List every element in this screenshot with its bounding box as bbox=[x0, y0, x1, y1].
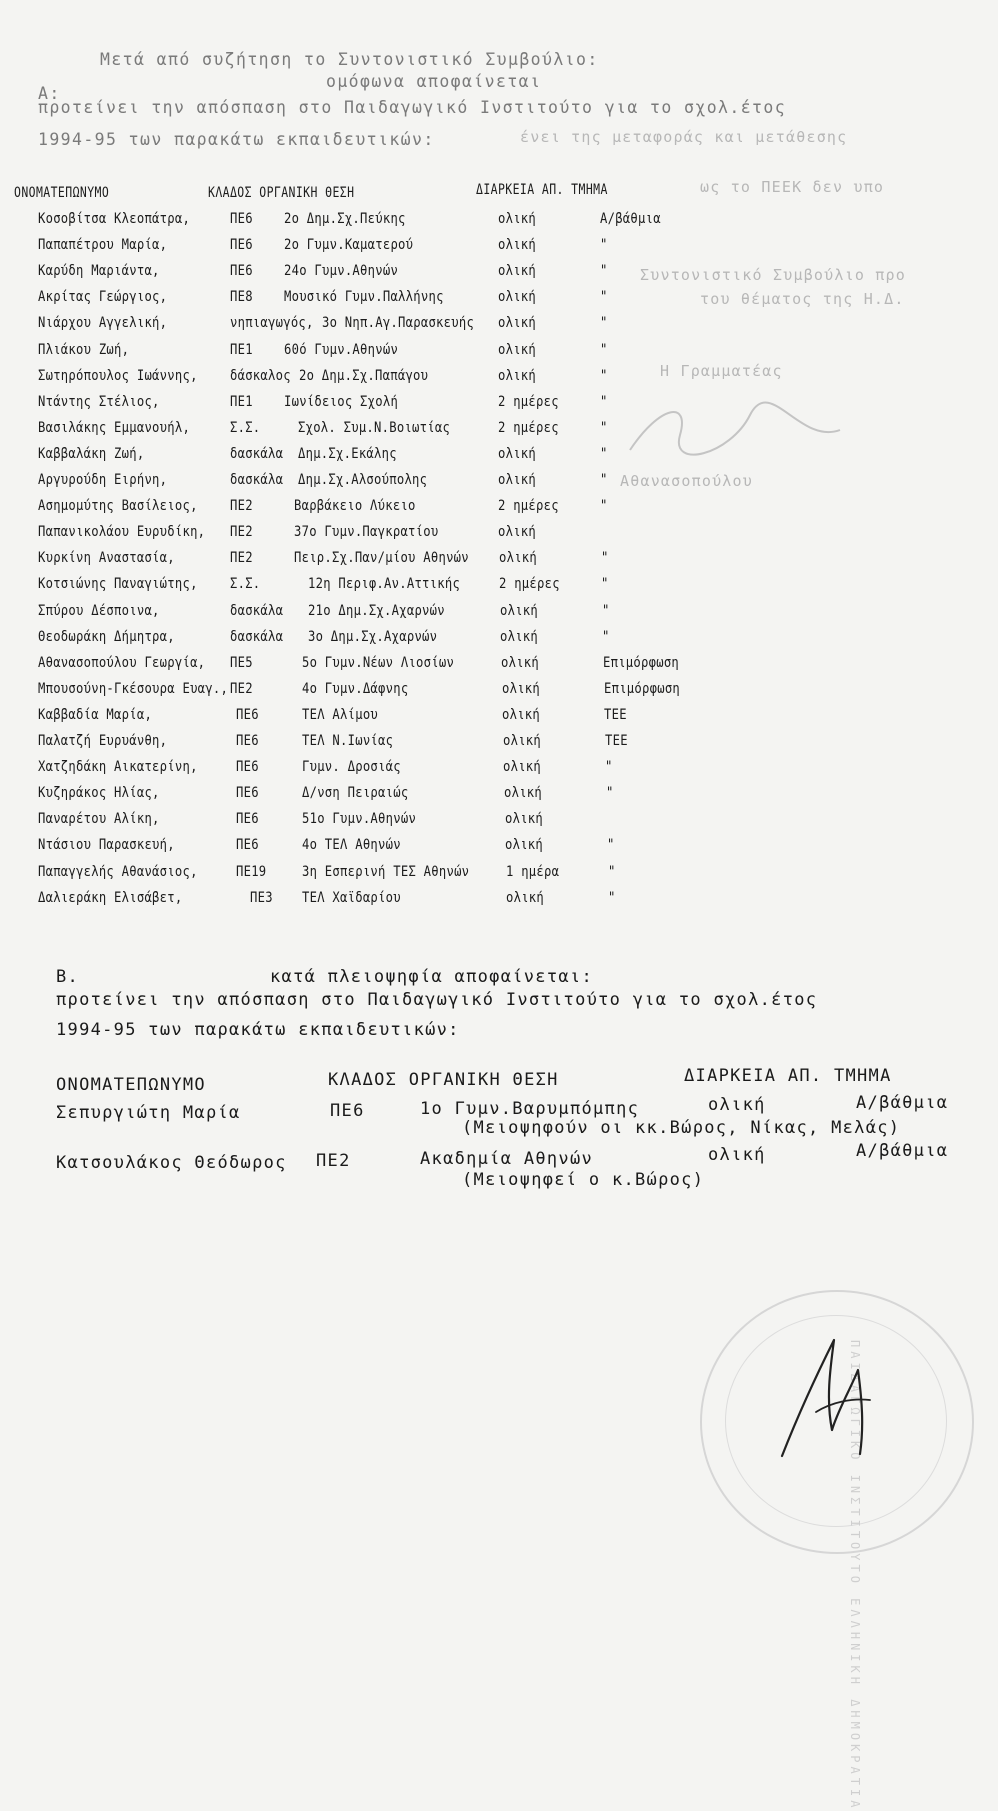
section-a-row-branch: ΠΕ6 bbox=[230, 211, 253, 227]
section-a-row-position: 3ο Νηπ.Αγ.Παρασκευής bbox=[322, 315, 475, 331]
section-a-row-branch: ΠΕ8 bbox=[230, 289, 253, 305]
section-a-header-duration-dept: ΔΙΑΡΚΕΙΑ ΑΠ. ΤΜΗΜΑ bbox=[476, 182, 608, 198]
section-a-row-duration: ολική bbox=[505, 811, 544, 827]
section-a-row-branch: δασκάλα bbox=[230, 629, 284, 645]
section-a-row-position: 21ο Δημ.Σχ.Αχαρνών bbox=[308, 603, 445, 619]
ghost-text-line: του θέματος της Η.Δ. bbox=[700, 290, 905, 308]
section-a-row-duration: ολική bbox=[502, 707, 541, 723]
section-a-row-position: ΤΕΛ Χαϊδαρίου bbox=[302, 890, 401, 906]
ghost-text-line: Αθανασοπούλου bbox=[620, 472, 753, 490]
section-a-row-branch: ΠΕ6 bbox=[236, 759, 259, 775]
section-a-row-branch: ΠΕ6 bbox=[230, 263, 253, 279]
ghost-text-line: ένει της μεταφοράς και μετάθεσης bbox=[520, 128, 848, 146]
section-a-row-name: Χατζηδάκη Αικατερίνη, bbox=[38, 759, 198, 775]
section-a-row-branch: ΠΕ1 bbox=[230, 394, 253, 410]
section-b-proposal-line1: προτείνει την απόσπαση στο Παιδαγωγικό Ινστιτούτο για το σχολ.έτος bbox=[56, 990, 818, 1010]
section-a-row-duration: ολική bbox=[502, 681, 541, 697]
section-a-row-dept: " bbox=[608, 864, 616, 880]
section-a-row-dept: " bbox=[600, 342, 608, 358]
section-a-row-name: Ακρίτας Γεώργιος, bbox=[38, 289, 168, 305]
section-a-row-dept: " bbox=[601, 576, 609, 592]
section-a-row-dept: " bbox=[600, 472, 608, 488]
section-a-row-position: Γυμν. Δροσιάς bbox=[302, 759, 401, 775]
section-a-row-branch: ΠΕ1 bbox=[230, 342, 253, 358]
section-a-row-duration: ολική bbox=[500, 603, 539, 619]
section-a-row-branch: δασκάλα bbox=[230, 603, 284, 619]
section-b-header-duration-dept: ΔΙΑΡΚΕΙΑ ΑΠ. ΤΜΗΜΑ bbox=[684, 1066, 892, 1086]
ghost-text-line: ως το ΠΕΕΚ δεν υπο bbox=[700, 178, 885, 196]
section-a-row-dept: " bbox=[600, 394, 608, 410]
section-a-row-name: Θεοδωράκη Δήμητρα, bbox=[38, 629, 175, 645]
section-a-row-name: Νιάρχου Αγγελική, bbox=[38, 315, 168, 331]
section-a-row-branch: Σ.Σ. bbox=[230, 420, 261, 436]
section-a-row-duration: ολική bbox=[505, 837, 544, 853]
section-a-row-branch: ΠΕ6 bbox=[236, 733, 259, 749]
section-a-row-dept: Επιμόρφωση bbox=[604, 681, 681, 697]
section-b-row-note: (Μειοψηφεί ο κ.Βώρος) bbox=[462, 1170, 705, 1190]
section-b-row-position: 1ο Γυμν.Βαρυμπόμπης bbox=[420, 1099, 640, 1119]
section-b-row-dept: Α/βάθμια bbox=[856, 1093, 949, 1113]
section-a-row-name: Κυρκίνη Αναστασία, bbox=[38, 550, 175, 566]
section-b-row-branch: ΠΕ6 bbox=[330, 1101, 365, 1121]
section-a-row-name: Παπαγγελής Αθανάσιος, bbox=[38, 864, 198, 880]
section-b-decision: κατά πλειοψηφία αποφαίνεται: bbox=[270, 967, 593, 987]
section-a-row-name: Ντάσιου Παρασκευή, bbox=[38, 837, 175, 853]
section-a-row-branch: ΠΕ5 bbox=[230, 655, 253, 671]
section-a-row-duration: ολική bbox=[501, 655, 540, 671]
section-a-row-branch: ΠΕ19 bbox=[236, 864, 267, 880]
section-a-row-position: Σχολ. Συμ.Ν.Βοιωτίας bbox=[298, 420, 451, 436]
section-a-row-duration: 2 ημέρες bbox=[498, 420, 559, 436]
section-a-row-branch: ΠΕ6 bbox=[236, 837, 259, 853]
section-a-row-dept: " bbox=[600, 446, 608, 462]
section-a-row-position: 3ο Δημ.Σχ.Αχαρνών bbox=[308, 629, 438, 645]
section-a-row-branch: νηπιαγωγός, bbox=[230, 315, 314, 331]
section-a-row-dept: Επιμόρφωση bbox=[603, 655, 680, 671]
section-a-row-branch: δάσκαλος bbox=[230, 368, 291, 384]
section-a-row-dept: " bbox=[601, 550, 609, 566]
section-a-row-duration: ολική bbox=[503, 759, 542, 775]
section-b-row-branch: ΠΕ2 bbox=[316, 1151, 351, 1171]
section-a-row-branch: ΠΕ2 bbox=[230, 550, 253, 566]
section-a-row-name: Παπαπέτρου Μαρία, bbox=[38, 237, 168, 253]
section-a-row-position: 4ο ΤΕΛ Αθηνών bbox=[302, 837, 401, 853]
section-a-row-name: Αργυρούδη Ειρήνη, bbox=[38, 472, 168, 488]
section-a-header-branch-position: ΚΛΑΔΟΣ ΟΡΓΑΝΙΚΗ ΘΕΣΗ bbox=[208, 185, 355, 201]
section-a-row-name: Δαλιεράκη Ελισάβετ, bbox=[38, 890, 183, 906]
section-b-proposal-line2: 1994-95 των παρακάτω εκπαιδευτικών: bbox=[56, 1020, 460, 1040]
section-a-row-branch: ΠΕ6 bbox=[236, 785, 259, 801]
section-a-row-dept: " bbox=[600, 263, 608, 279]
section-a-row-duration: ολική bbox=[498, 289, 537, 305]
section-a-row-duration: ολική bbox=[498, 315, 537, 331]
section-a-row-name: Καββαδία Μαρία, bbox=[38, 707, 153, 723]
section-a-row-dept: ΤΕΕ bbox=[605, 733, 628, 749]
section-a-row-dept: " bbox=[606, 785, 614, 801]
section-a-row-duration: ολική bbox=[503, 733, 542, 749]
section-a-row-dept: " bbox=[607, 837, 615, 853]
section-a-proposal-line2: 1994-95 των παρακάτω εκπαιδευτικών: bbox=[38, 130, 435, 149]
section-a-row-position: 37ο Γυμν.Παγκρατίου bbox=[294, 524, 439, 540]
section-a-row-name: Παναρέτου Αλίκη, bbox=[38, 811, 160, 827]
section-a-row-duration: 2 ημέρες bbox=[499, 576, 560, 592]
section-b-row-name: Κατσουλάκος Θεόδωρος bbox=[56, 1153, 287, 1173]
section-a-row-branch: ΠΕ2 bbox=[230, 498, 253, 514]
section-a-intro: Μετά από συζήτηση το Συντονιστικό Συμβούλιο: bbox=[100, 50, 599, 69]
section-a-row-name: Κοτσιώνης Παναγιώτης, bbox=[38, 576, 198, 592]
section-a-row-duration: ολική bbox=[498, 263, 537, 279]
section-b-row-position: Ακαδημία Αθηνών bbox=[420, 1149, 594, 1169]
section-a-row-duration: ολική bbox=[498, 211, 537, 227]
signature-mark bbox=[760, 1330, 880, 1460]
section-a-row-duration: 1 ημέρα bbox=[506, 864, 560, 880]
section-b-row-duration: ολική bbox=[708, 1095, 766, 1115]
section-a-row-duration: 2 ημέρες bbox=[498, 394, 559, 410]
section-a-row-duration: ολική bbox=[498, 237, 537, 253]
section-b-row-dept: Α/βάθμια bbox=[856, 1141, 949, 1161]
section-a-row-duration: ολική bbox=[498, 368, 537, 384]
section-b-header-branch-position: ΚΛΑΔΟΣ ΟΡΓΑΝΙΚΗ ΘΕΣΗ bbox=[328, 1070, 559, 1090]
section-a-row-position: ΤΕΛ Ν.Ιωνίας bbox=[302, 733, 394, 749]
section-a-row-position: 12η Περιφ.Αν.Αττικής bbox=[308, 576, 461, 592]
section-a-row-dept: " bbox=[602, 629, 610, 645]
section-a-row-duration: ολική bbox=[498, 472, 537, 488]
ghost-text-line: Η Γραμματέας bbox=[660, 362, 783, 380]
section-a-row-dept: " bbox=[600, 368, 608, 384]
section-a-row-position: 2ο Δημ.Σχ.Παπάγου bbox=[299, 368, 429, 384]
section-a-row-position: 24ο Γυμν.Αθηνών bbox=[284, 263, 399, 279]
section-a-row-duration: 2 ημέρες bbox=[498, 498, 559, 514]
section-a-row-name: Παπανικολάου Ευρυδίκη, bbox=[38, 524, 206, 540]
section-a-row-position: Δημ.Σχ.Αλσούπολης bbox=[298, 472, 428, 488]
section-a-row-duration: ολική bbox=[498, 524, 537, 540]
section-a-row-duration: ολική bbox=[504, 785, 543, 801]
section-a-row-dept: Α/βάθμια bbox=[600, 211, 661, 227]
section-a-row-position: 5ο Γυμν.Νέων Λιοσίων bbox=[302, 655, 455, 671]
section-a-row-position: Βαρβάκειο Λύκειο bbox=[294, 498, 416, 514]
section-a-row-duration: ολική bbox=[500, 629, 539, 645]
section-a-row-name: Ντάντης Στέλιος, bbox=[38, 394, 160, 410]
section-a-row-name: Παλατζή Ευρυάνθη, bbox=[38, 733, 168, 749]
section-a-row-position: ΤΕΛ Αλίμου bbox=[302, 707, 379, 723]
section-a-row-position: Δ/νση Πειραιώς bbox=[302, 785, 409, 801]
section-a-row-duration: ολική bbox=[506, 890, 545, 906]
section-a-row-duration: ολική bbox=[498, 446, 537, 462]
section-a-row-duration: ολική bbox=[499, 550, 538, 566]
section-a-row-dept: " bbox=[605, 759, 613, 775]
section-a-row-position: 2ο Γυμν.Καματερού bbox=[284, 237, 414, 253]
section-a-row-position: Δημ.Σχ.Εκάλης bbox=[298, 446, 397, 462]
section-a-row-dept: " bbox=[600, 315, 608, 331]
section-b-header-name: ΟΝΟΜΑΤΕΠΩΝΥΜΟ bbox=[56, 1075, 206, 1095]
section-a-row-dept: " bbox=[600, 237, 608, 253]
section-a-row-name: Κυζηράκος Ηλίας, bbox=[38, 785, 160, 801]
section-a-row-dept: " bbox=[602, 603, 610, 619]
section-b-label: Β. bbox=[56, 967, 80, 987]
section-a-row-name: Καρύδη Μαριάντα, bbox=[38, 263, 160, 279]
section-a-row-branch: ΠΕ6 bbox=[230, 237, 253, 253]
section-a-row-name: Μπουσούνη-Γκέσουρα Ευαγ., bbox=[38, 681, 229, 697]
section-a-header-name: ΟΝΟΜΑΤΕΠΩΝΥΜΟ bbox=[14, 185, 110, 201]
section-a-row-position: Πειρ.Σχ.Παν/μίου Αθηνών bbox=[294, 550, 469, 566]
section-b-row-note: (Μειοψηφούν οι κκ.Βώρος, Νίκας, Μελάς) bbox=[462, 1118, 901, 1138]
section-a-row-position: 51ο Γυμν.Αθηνών bbox=[302, 811, 417, 827]
section-a-row-branch: ΠΕ6 bbox=[236, 811, 259, 827]
ghost-text-line: Συντονιστικό Συμβούλιο προ bbox=[640, 266, 906, 284]
section-a-row-name: Βασιλάκης Εμμανουήλ, bbox=[38, 420, 191, 436]
section-a-row-branch: ΠΕ2 bbox=[230, 681, 253, 697]
section-a-row-dept: " bbox=[608, 890, 616, 906]
section-a-row-position: 4ο Γυμν.Δάφνης bbox=[302, 681, 409, 697]
section-a-row-branch: ΠΕ6 bbox=[236, 707, 259, 723]
section-a-row-name: Ασημομύτης Βασίλειος, bbox=[38, 498, 198, 514]
section-a-decision: ομόφωνα αποφαίνεται bbox=[326, 72, 542, 91]
section-b-row-duration: ολική bbox=[708, 1145, 766, 1165]
section-a-row-branch: ΠΕ3 bbox=[250, 890, 273, 906]
section-a-row-dept: ΤΕΕ bbox=[604, 707, 627, 723]
section-a-row-branch: δασκάλα bbox=[230, 472, 284, 488]
section-a-label: Α: bbox=[38, 84, 61, 103]
section-a-row-name: Καββαλάκη Ζωή, bbox=[38, 446, 145, 462]
section-a-row-duration: ολική bbox=[498, 342, 537, 358]
section-a-row-branch: ΠΕ2 bbox=[230, 524, 253, 540]
section-a-row-position: Μουσικό Γυμν.Παλλήνης bbox=[284, 289, 444, 305]
section-a-row-dept: " bbox=[600, 289, 608, 305]
section-a-row-name: Πλιάκου Ζωή, bbox=[38, 342, 130, 358]
stamp-text: ΠΑΙΔΑΓΩΓΙΚΟ ΙΝΣΤΙΤΟΥΤΟ ΕΛΛΗΝΙΚΗ ΔΗΜΟΚΡΑΤΙΑ bbox=[848, 1340, 862, 1811]
section-a-row-name: Σπύρου Δέσποινα, bbox=[38, 603, 160, 619]
section-a-row-branch: Σ.Σ. bbox=[230, 576, 261, 592]
section-a-proposal-line1: προτείνει την απόσπαση στο Παιδαγωγικό Ινστιτούτο για το σχολ.έτος bbox=[38, 98, 787, 117]
section-a-row-position: Ιωνίδειος Σχολή bbox=[284, 394, 399, 410]
section-b-row-name: Σεπυργιώτη Μαρία bbox=[56, 1103, 241, 1123]
section-a-row-name: Αθανασοπούλου Γεωργία, bbox=[38, 655, 206, 671]
ghost-signature bbox=[620, 395, 850, 465]
section-a-row-dept: " bbox=[600, 498, 608, 514]
section-a-row-name: Σωτηρόπουλος Ιωάννης, bbox=[38, 368, 198, 384]
section-a-row-position: 3η Εσπερινή ΤΕΣ Αθηνών bbox=[302, 864, 470, 880]
section-a-row-position: 60ό Γυμν.Αθηνών bbox=[284, 342, 399, 358]
section-a-row-dept: " bbox=[600, 420, 608, 436]
section-a-row-name: Κοσοβίτσα Κλεοπάτρα, bbox=[38, 211, 191, 227]
section-a-row-position: 2ο Δημ.Σχ.Πεύκης bbox=[284, 211, 406, 227]
section-a-row-branch: δασκάλα bbox=[230, 446, 284, 462]
